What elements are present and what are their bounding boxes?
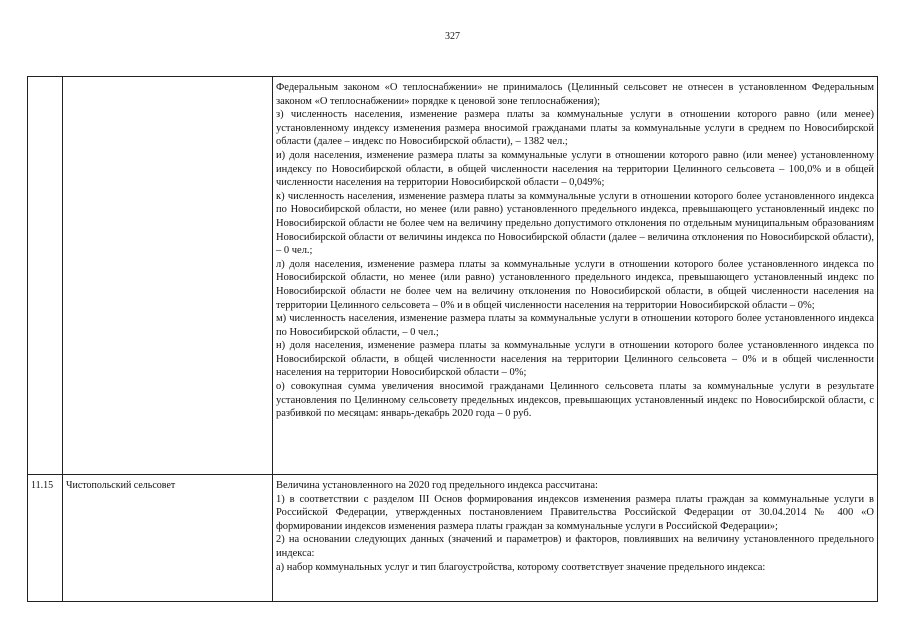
paragraph: н) доля населения, изменение размера платы за коммунальные услуги в отношении которого более установленного индекса по Новосибирской области, в общей численности населения на территории Целинного сельсовета – 0% и в общей численности населения на территории Новосибирской области – 0%; [276, 340, 874, 379]
paragraph: Федеральным законом «О теплоснабжении» не принималось (Целинный сельсовет не отнесен в установленном Федеральным законом «О теплоснабжении» порядке к ценовой зоне теплоснабжения); [276, 82, 874, 107]
paragraph: и) доля населения, изменение размера платы за коммунальные услуги в отношении которого равно (или менее) установленному индексу по Новосибирской области, в общей численности населения на территории Целинного сельсовета – 100,0% и в общей численности населения на территории Новосибирской области – 0,049%; [276, 149, 874, 189]
row-number-cell: 11.15 [28, 475, 63, 602]
table-row [28, 475, 878, 602]
paragraph: 1) в соответствии с разделом III Основ формирования индексов изменения размера платы граждан за коммунальные услуги в Российской Федерации, утвержденных постановлением Правительства Российской Федерации от 30.04.2014 № 400 «О формировании индексов изменения размера платы граждан за коммунальные услуги в Российской Федерации»; [276, 493, 874, 532]
paragraph: л) доля населения, изменение размера платы за коммунальные услуги в отношении которого более установленного индекса по Новосибирской области, но менее (или равно) установленного предельного индекса, превышающего установленный индекс по Новосибирской области не более чем на величину отклонения по Новосибирской области, в общей численности населения на территории Целинного сельсовета – 0% и в общей численности населения на территории Новосибирской области – 0%; [276, 258, 874, 311]
paragraph: о) совокупная сумма увеличения вносимой гражданами Целинного сельсовета платы за коммунальные услуги в результате установления по Целинному сельсовету предельных индексов, превышающих установленный индекс по Новосибирской области, с разбивкой по месяцам: январь-декабрь 2020 года – 0 руб. [276, 381, 874, 420]
row-number-cell [28, 77, 63, 475]
row-text-cell [273, 77, 878, 475]
page-number: 327 [445, 31, 460, 42]
document-table [27, 76, 878, 602]
row-name-cell [63, 77, 273, 475]
paragraph: 2) на основании следующих данных (значений и параметров) и факторов, повлиявших на величину установленного предельного индекса: [276, 534, 874, 559]
paragraph: к) численность населения, изменение размера платы за коммунальные услуги в отношении которого более установленного индекса по Новосибирской области, но менее (или равно) установленного предельного индекса, превышающего установленный индекс по Новосибирской области не более чем на величину предельно допустимого отклонения по отдельным муниципальным образованиям Новосибирской области от величины индекса по Новосибирской области (далее – величина отклонения по Новосибирской области), – 0 чел.; [276, 190, 874, 257]
paragraph: а) набор коммунальных услуг и тип благоустройства, которому соответствует значение предельного индекса: [276, 561, 766, 573]
paragraph: Величина установленного на 2020 год предельного индекса рассчитана: [276, 480, 598, 491]
row-name-cell: Чистопольский сельсовет [63, 475, 273, 602]
table-row [28, 77, 878, 475]
row-text-cell [273, 475, 878, 602]
paragraph: м) численность населения, изменение размера платы за коммунальные услуги в отношении которого более установленного индекса по Новосибирской области, – 0 чел.; [276, 313, 874, 338]
paragraph: з) численность населения, изменение размера платы за коммунальные услуги в отношении которого равно (или менее) установленному индексу изменения размера вносимой гражданами платы за коммунальные услуги в среднем по Новосибирской области (далее – индекс по Новосибирской области), – 1382 чел.; [276, 109, 874, 148]
